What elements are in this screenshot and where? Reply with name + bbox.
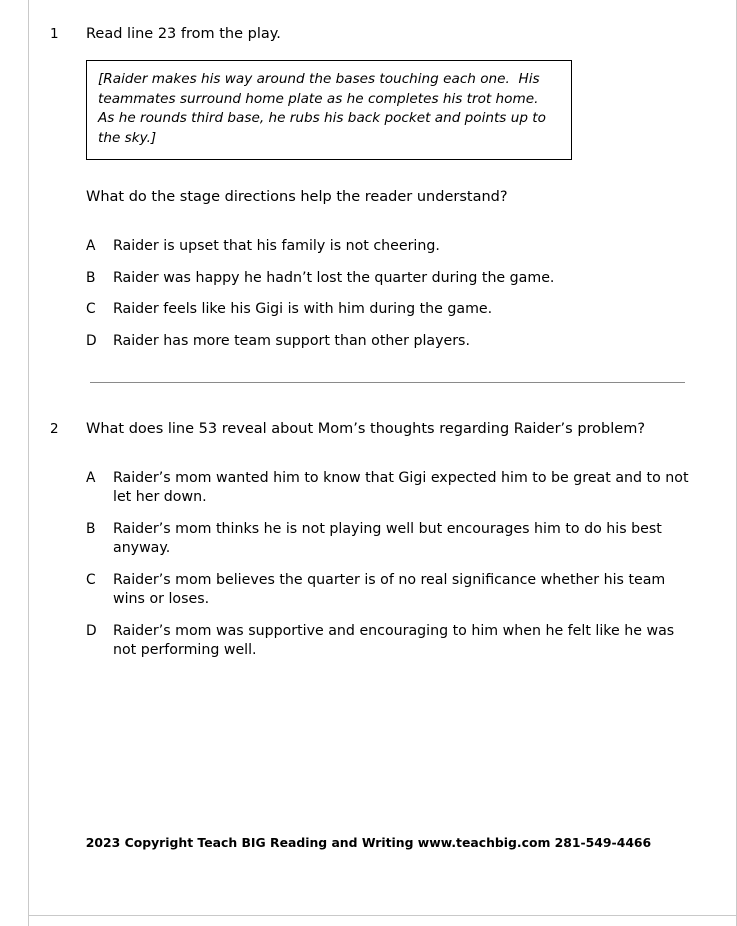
choice-text: Raider’s mom thinks he is not playing well but encourages him to do his best anyway. bbox=[113, 521, 662, 556]
choice-letter: A bbox=[86, 238, 96, 254]
choice-option[interactable] bbox=[86, 300, 691, 319]
choice-option[interactable] bbox=[86, 520, 691, 558]
question-1-excerpt-box bbox=[86, 60, 572, 160]
question-1-prompt: What do the stage directions help the reader understand? bbox=[86, 189, 508, 205]
question-1-excerpt-text: [Raider makes his way around the bases touching each one. His teammates surround home plate as he completes his trot home. As he rounds third base, he rubs his back pocket and points up to the sky.] bbox=[98, 71, 551, 146]
choice-text: Raider feels like his Gigi is with him during the game. bbox=[113, 301, 493, 317]
choice-text: Raider’s mom wanted him to know that Gigi expected him to be great and to not let her down. bbox=[113, 470, 689, 505]
choice-letter: C bbox=[86, 572, 96, 588]
choice-text: Raider was happy he hadn’t lost the quarter during the game. bbox=[113, 269, 555, 286]
page-bottom-rule bbox=[28, 915, 737, 916]
question-2-number: 2 bbox=[50, 421, 59, 437]
choice-letter: D bbox=[86, 623, 97, 639]
copyright-footer: 2023 Copyright Teach BIG Reading and Writing www.teachbig.com 281-549-4466 bbox=[85, 835, 652, 850]
choice-option[interactable] bbox=[86, 332, 691, 351]
section-divider bbox=[90, 382, 685, 383]
question-1-choices bbox=[86, 237, 691, 351]
choice-letter: B bbox=[86, 269, 96, 286]
choice-option[interactable] bbox=[86, 469, 691, 507]
question-2-choices bbox=[86, 469, 691, 660]
choice-text: Raider is upset that his family is not cheering. bbox=[113, 238, 440, 254]
choice-option[interactable] bbox=[86, 269, 691, 288]
page-left-rule bbox=[28, 0, 29, 926]
question-2-stem: What does line 53 reveal about Mom’s thoughts regarding Raider’s problem? bbox=[86, 421, 646, 437]
choice-letter: B bbox=[86, 521, 96, 537]
choice-text: Raider’s mom was supportive and encouraging to him when he felt like he was not performing well. bbox=[113, 623, 675, 658]
choice-option[interactable] bbox=[86, 237, 691, 256]
choice-letter: C bbox=[86, 301, 96, 317]
question-1-number: 1 bbox=[50, 26, 59, 42]
question-1-stem: Read line 23 from the play. bbox=[86, 26, 281, 42]
choice-letter: D bbox=[86, 332, 97, 349]
choice-option[interactable] bbox=[86, 622, 691, 660]
choice-option[interactable] bbox=[86, 571, 691, 609]
choice-letter: A bbox=[86, 470, 96, 486]
choice-text: Raider’s mom believes the quarter is of no real significance whether his team wins or loses. bbox=[113, 572, 666, 607]
choice-text: Raider has more team support than other players. bbox=[113, 332, 470, 349]
